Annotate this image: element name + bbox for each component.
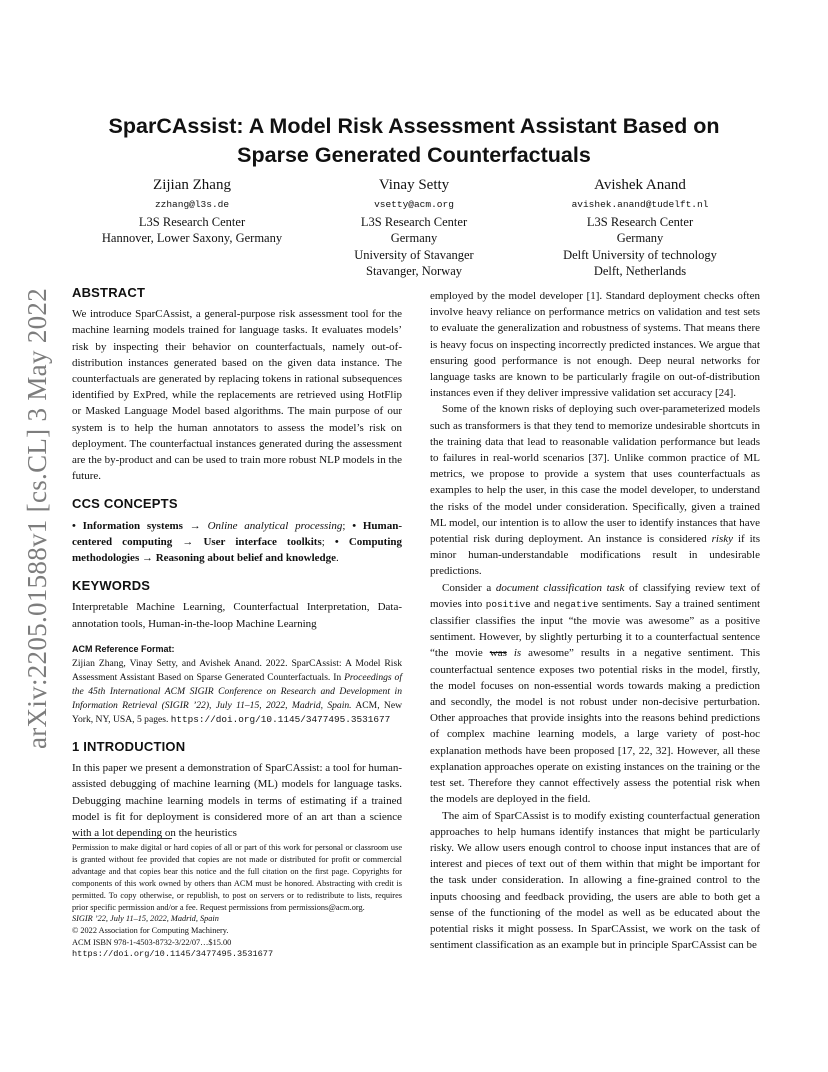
introduction-heading: 1 INTRODUCTION [72,739,186,755]
keywords-heading: KEYWORDS [72,578,151,594]
keywords-text: Interpretable Machine Learning, Counterfactual Interpretation, Data-annotation tools, Human-in-the-loop Machine Learning [72,601,402,630]
ccs-separator: ; [342,519,353,532]
conference-venue: SIGIR ’22, July 11–15, 2022, Madrid, Spain [72,914,219,924]
right-column [430,288,760,953]
paper-title: SparCAssist: A Model Risk Assessment Assistant Based on Sparse Generated Counterfactuals [108,114,720,167]
ccs-item-2-bold: • Human-centered computing → User interface toolkits [72,519,402,548]
author-email: avishek.anand@tudelft.nl [571,199,709,210]
author-affiliation-line: L3S Research Center [138,214,246,229]
footnote-doi-link[interactable]: https://doi.org/10.1145/3477495.3531677 [72,949,274,960]
left-column [72,285,402,841]
acm-reference-authors: Zijian Zhang, Vinay Setty, and Avishek Anand. 2022. SparCAssist: A Model Risk Assessment Assistant Based on Sparse Generated Counterfactuals. In [72,658,402,684]
author-affiliation-line: L3S Research Center [360,214,468,229]
body-paragraph: employed by the model developer [1]. Standard deployment checks often involve heavy reliance on performance metrics on validation and test sets to evaluate the generalization and robustness of systems. That means there is heavy focus on inspecting incorrectly predicted instances. We argue that ensuring good performance is not enough. Deep neural networks for language tasks are known to be particularly fragile on out-of-distribution instances even if they deliver impressive validation set accuracy [24]. [430,290,760,400]
permission-footnote [72,838,402,961]
author-email: zzhang@l3s.de [154,199,230,210]
author-name: Zijian Zhang [153,177,231,193]
copyright-notice: © 2022 Association for Computing Machinery. [72,926,229,936]
author-affiliation-line: Delft University of technology [563,247,717,262]
acm-reference-text [72,657,402,727]
permission-notice: Permission to make digital or hard copies of all or part of this work for personal or classroom use is granted without fee provided that copies are not made or distributed for profit or commercial advantage and that copies bear this notice and the full citation on the first page. Copyrights for components of this work owned by others than ACM must be honored. Abstracting with credit is permitted. To copy otherwise, or republish, to post on servers or to redistribute to lists, requires prior specific permission and/or a fee. Request permissions from permissions@acm.org. [72,843,402,912]
arxiv-identifier-stamp [20,288,56,748]
label-negative: negative [553,598,599,610]
author-affiliation-line: Germany [616,231,664,245]
emphasis-task: document classification task [495,581,625,594]
author-block-1 [72,175,312,247]
body-paragraph: The aim of SparCAssist is to modify existing counterfactual generation approaches to help humans identify instances that might be particularly risky. We allow users enough control to choose input instances that are of interest and pieces of text out of them within that might be important for the task under consideration. In allowing a fine-grained control to the inputs choosing and feedback providing, the users are able to both get a sense of the functioning of the model as well as be educated about the potential risks it might possess. In SparCAssist, we work on the task of sentiment classification as an example but in principle SparCAssist can be [430,809,760,952]
introduction-paragraph: In this paper we present a demonstration of SparCAssist: a tool for human-assisted debugging of machine learning (ML) models for language tasks. Debugging machine learning models in terms of estimating if a trained model is fit for deployment is considered more of an art than a science with a lot depending on the heuristics [72,762,402,840]
author-affiliation-line: L3S Research Center [586,214,694,229]
acm-reference-publisher: ACM, New York, NY, USA, 5 pages. [72,700,403,726]
acm-reference-venue: Proceedings of the 45th International ACM SIGIR Conference on Research and Development in Information Retrieval (SIGIR ’22), July 11–15, 2022, Madrid, Spain. [72,672,402,712]
ccs-heading: CCS CONCEPTS [72,496,178,512]
ccs-item-1-bold: • Information systems → [72,519,208,532]
author-email: vsetty@acm.org [374,199,454,210]
author-affiliation-line: Hannover, Lower Saxony, Germany [101,231,283,245]
ccs-item-3-bold: • Computing methodologies → Reasoning about belief and knowledge [72,535,403,565]
abstract-heading: ABSTRACT [72,285,146,300]
label-positive: positive [485,598,531,610]
author-block-2 [334,175,494,280]
footnote-divider [72,838,172,839]
author-affiliation-line: Delft, Netherlands [593,264,687,278]
author-affiliation-line: Germany [390,231,438,245]
author-name: Avishek Anand [594,177,686,193]
author-name: Vinay Setty [378,177,450,193]
emphasis-risky: risky [711,533,734,546]
ccs-concepts-text [72,518,402,567]
arxiv-id-text: arXiv:2205.01588v1 [cs.CL] 3 May 2022 [22,287,53,749]
ccs-separator: . [336,552,339,565]
author-block-3 [520,175,760,280]
ccs-separator: ; [321,535,335,548]
isbn-line: ACM ISBN 978-1-4503-8732-3/22/07…$15.00 [72,938,232,948]
replacement-word: is [506,647,522,660]
author-affiliation-line: Stavanger, Norway [366,264,462,278]
acm-reference-doi-link[interactable]: https://doi.org/10.1145/3477495.3531677 [170,714,391,726]
struck-word: was [489,647,507,660]
acm-reference-heading: ACM Reference Format: [72,643,175,654]
abstract-text: We introduce SparCAssist, a general-purpose risk assessment tool for the machine learning models trained for language tasks. It evaluates models’ risk by inspecting their behavior on counterfactuals, namely out-of-distribution instances generated based on the given data instance. The counterfactuals are generated by replacing tokens in rational subsequences identified by ExPred, while the replacements are retrieved using HotFlip or Masked Language Model based algorithms. The main purpose of our system is to help the human annotators to assess the model’s risk on deployment. The counterfactual instances generated during the assessment are the by-product and can be used to train more robust NLP models in the future. [72,308,402,483]
body-paragraph: Some of the known risks of deploying such over-parameterized models such as transformers is that they tend to memorize undesirable shortcuts in the training data that lead to reasonable validation performance but leads to failures in real-world scenarios [37]. Unlike common practice of ML metrics, we propose to provide a system that uses counterfactuals as examples to help the user, in this case the model developer, to understand the risks of the model under consideration. Specifically, given a trained ML model, our intention is to allow the user to identify instances that have potential risk during deployment. An instance is considered risky if its minor human-understandable modifications result in undesirable predictions. [430,403,760,578]
body-paragraph: Consider a document classification task of classifying review text of movies into positive and negative sentiments. Say a trained sentiment classifier classifies the input “the movie was awesome” as a positive sentiment. However, by slightly perturbing it to a counterfactual sentence “the movie was is awesome” results in a negative sentiment. This counterfactual sentence exposes two potential risks in the model, firstly, the model focuses on non-essential words towards making a prediction and secondly, the model is not robust under non-decisive perturbation. Other approaches that provide insights into the reasons behind predictions of complex machine learning models, a large variety of post-hoc explanation methods have been proposed [17, 22, 32]. However, all these explanation approaches operate on existing instances on the training or the test set. Therefore they cannot effectively assess the potential risk when the models are deployed in the field. [430,581,761,806]
ccs-item-1-italic: Online analytical processing [207,519,343,532]
author-affiliation-line: University of Stavanger [354,247,474,262]
